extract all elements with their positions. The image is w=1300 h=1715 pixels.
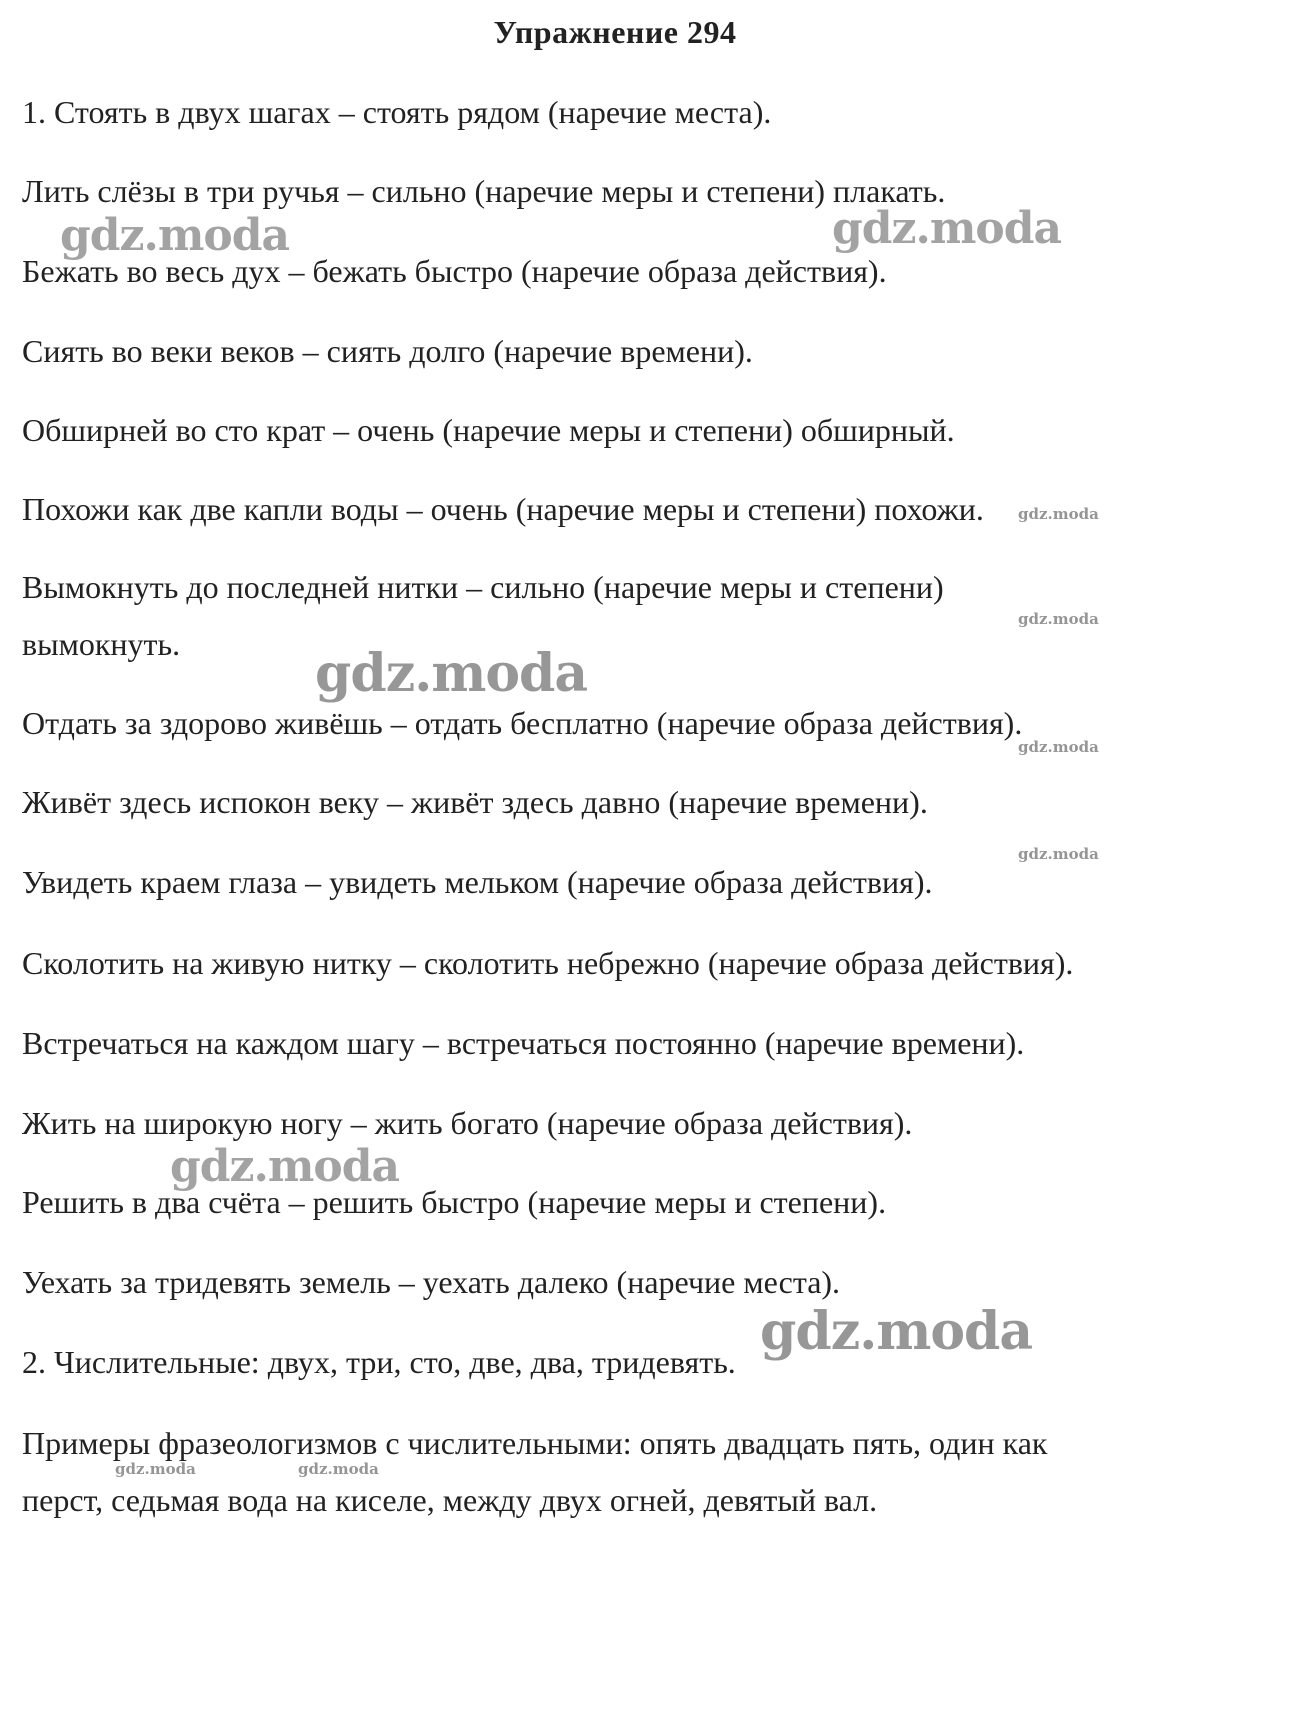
answer-line: Обширней во сто крат – очень (наречие меры и степени) обширный. — [22, 412, 955, 448]
answer-line: Примеры фразеологизмов с числительными: опять двадцать пять, один как — [22, 1425, 1048, 1461]
answer-line: Похожи как две капли воды – очень (наречие меры и степени) похожи. — [22, 491, 984, 527]
answer-line: Сколотить на живую нитку – сколотить небрежно (наречие образа действия). — [22, 945, 1074, 981]
answer-line: 2. Числительные: двух, три, сто, две, два, тридевять. — [22, 1344, 736, 1380]
watermark: gdz.moda — [1018, 845, 1099, 863]
watermark: gdz.moda — [1018, 738, 1099, 756]
answer-line: Лить слёзы в три ручья – сильно (наречие меры и степени) плакать. — [22, 173, 946, 209]
answer-line: Вымокнуть до последней нитки – сильно (наречие меры и степени) — [22, 569, 944, 605]
watermark: gdz.moda — [832, 203, 1062, 254]
watermark: gdz.moda — [1018, 505, 1099, 523]
watermark: gdz.moda — [60, 210, 290, 261]
watermark: gdz.moda — [170, 1141, 400, 1192]
answer-line: Встречаться на каждом шагу – встречаться постоянно (наречие времени). — [22, 1025, 1025, 1061]
watermark: gdz.moda — [298, 1460, 379, 1478]
answer-line: Решить в два счёта – решить быстро (наречие меры и степени). — [22, 1184, 887, 1220]
watermark: gdz.moda — [115, 1460, 196, 1478]
answer-line: Увидеть краем глаза – увидеть мельком (наречие образа действия). — [22, 864, 933, 900]
answer-line: Жить на широкую ногу – жить богато (наречие образа действия). — [22, 1105, 913, 1141]
watermark: gdz.moda — [760, 1301, 1033, 1362]
answer-line: перст, седьмая вода на киселе, между двух огней, девятый вал. — [22, 1482, 878, 1518]
answer-line: Сиять во веки веков – сиять долго (наречие времени). — [22, 333, 753, 369]
answer-line: Уехать за тридевять земель – уехать далеко (наречие места). — [22, 1264, 841, 1300]
answer-line: 1. Стоять в двух шагах – стоять рядом (наречие места). — [22, 94, 772, 130]
watermark: gdz.moda — [315, 643, 588, 704]
watermark: gdz.moda — [1018, 610, 1099, 628]
answer-line: вымокнуть. — [22, 626, 181, 662]
answer-line: Отдать за здорово живёшь – отдать бесплатно (наречие образа действия). — [22, 705, 1023, 741]
exercise-title: Упражнение 294 — [493, 14, 737, 50]
answer-line: Живёт здесь испокон веку – живёт здесь давно (наречие времени). — [22, 784, 928, 820]
answer-line: Бежать во весь дух – бежать быстро (наречие образа действия). — [22, 253, 887, 289]
